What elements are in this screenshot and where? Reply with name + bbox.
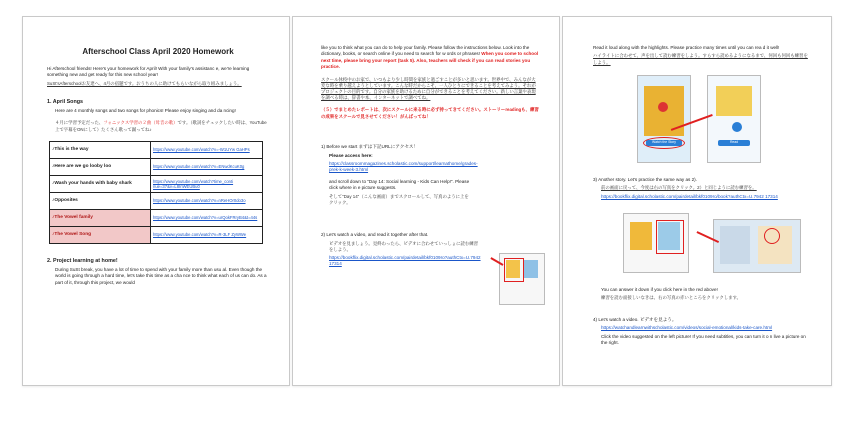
table-row	[50, 226, 263, 243]
book-cover-image	[630, 222, 652, 250]
step-3-title: 3) Another story. Let's practice the same way as 2).	[593, 177, 697, 182]
songs-table	[49, 141, 263, 244]
watch-story-button[interactable]: Watch the Story	[646, 140, 682, 146]
step-3-answer-japanese: 練習を読む面接しいなきは、右の写真の赤いところをクリックします。	[601, 295, 741, 301]
report-reminder-japanese: （５）でまとめたレポートは、次にスクールに来る時に必ず持ってきてください。ストーリーreadingも、練習の成果をスクールで見させてください！がんばってね！	[321, 107, 539, 119]
step-1-access: Please access here:	[329, 152, 373, 158]
step-4-instructions: Click the video suggested on the left picture! If you need subtitles, you can turn it o n live a picture on the right.	[601, 333, 806, 346]
step-3-screenshot-left	[623, 213, 689, 273]
song-name: ♪Wash your hands with baby shark	[50, 175, 151, 192]
song-name: ♪The Vowel family	[50, 209, 151, 226]
page-title: Afterschool Class April 2020 Homework	[82, 47, 234, 56]
highlight-box	[504, 258, 524, 282]
step-3-block	[593, 177, 803, 202]
jp-prefix: ４月に学習予定だった、	[55, 120, 104, 126]
story-page-image	[716, 86, 752, 116]
song-link[interactable]: https://www.youtube.com/watch?v=-W1UYw GaHPs	[151, 141, 263, 158]
step-4-block	[593, 317, 807, 349]
day14-screenshot	[499, 253, 545, 305]
step-2-japanese: ビデオを見ましょう。見終わったら、ビデオに合わせていっしょに読む練習をしよう。	[329, 240, 479, 252]
table-row	[50, 158, 263, 175]
table-row	[50, 209, 263, 226]
step-1-instructions: and scroll down to "Day 14: Social learning - Kids Can Help!". Please click where in e picture suggests.	[329, 178, 470, 191]
intro-english: Hi Afterschool friends! Here's your homework for April! With your family's assistanc e, we're learning something new and get ready for this new school year!	[47, 66, 250, 78]
song-name: ♪This is the way	[50, 141, 151, 158]
document-page-2	[292, 16, 560, 386]
story-screenshot-left	[637, 75, 691, 163]
highlight-box	[656, 220, 684, 254]
step-3-screenshot-right	[713, 219, 801, 273]
intro-japanese: SuSt'sAfterschoolお友達へ、4月の宿題です。おうちの人に助けてもらいながら取り組みましょう。	[47, 80, 242, 86]
step-1-block	[321, 144, 478, 206]
song-link[interactable]: https://www.youtube.com/watch?v=nReHOr0do3o	[151, 192, 263, 209]
step-1-japanese: そして"Day 14"（こんな画面）までスクロールして、写真のように上をクリック。	[329, 193, 469, 205]
song-name: ♪Here are we go looby loo	[50, 158, 151, 175]
step-1-link[interactable]: https://classroommagazines.scholastic.com/support/learnathome/grades-prek-k-week-3.html	[329, 161, 478, 173]
document-page-3	[562, 16, 832, 386]
book-cover-image	[524, 260, 538, 278]
bird-illustration	[658, 102, 668, 112]
song-link[interactable]: https://www.youtube.com/watch?v=R-3LF ZyWWe	[151, 226, 263, 243]
step-2-block	[321, 232, 481, 268]
table-row	[50, 141, 263, 158]
song-link[interactable]: https://www.youtube.com/watch?v=urQokFRryB4&t=44s	[151, 209, 263, 226]
read-button[interactable]: Read	[718, 140, 750, 146]
step-3-answer-text: You can answer it down if you click here in the red above!	[601, 287, 718, 292]
step-2-link[interactable]: https://bookflix.digital.scholastic.com/pairdetail/bkf0109ro?authCtx=U.7942 17314	[329, 254, 481, 267]
read-aloud-text: Read it loud along with the highlights. Please practice many times until you can rea d it well!	[593, 45, 780, 50]
step-2-title: 2) Let's watch a video, and read it together after that.	[321, 232, 429, 238]
section-project-heading: 2. Project learning at home!	[47, 257, 118, 264]
section-april-songs-japanese	[47, 120, 269, 132]
step-3-japanese: 前の画面に戻って、今度は右の写真をクリック。2）と同じように読む練習を。	[601, 185, 757, 191]
document-page-1	[22, 16, 290, 386]
section-project-text: During SuSt break, you have a lot of time to spend with your family more than usu al. Even though the world is going through a hard time, let's take this time as a cha nce to think what each of us can do. As a part of it, through this project, we would	[55, 266, 267, 285]
table-row	[50, 175, 263, 192]
instructions-text: like you to think what you can do to help your family. Please follow the instructions below. Look into the dictionary, books, or search online if you need to search for w ords or phrases!	[321, 45, 530, 57]
project-instructions	[321, 45, 539, 71]
song-link[interactable]: https://www.youtube.com/watch?v=ENwdKcuK0g	[151, 158, 263, 175]
read-aloud-japanese: ハイライトに合わせて、声を出して読む練習をしよう。すらすら読めるようになるまで、何回も何回も練習をしよう。	[593, 53, 808, 65]
step-1-title: 1) Before we start まずは下記URLにアクセス！	[321, 144, 419, 150]
step-3-answer-block	[593, 287, 807, 304]
project-instructions-japanese: スクール休校中のお家で、いつもより少し時間を家族と過ごすことが多いと思います。世界中で、みんなが大変な時を乗り越えようとしています。こんな時だからこそ、一人ひとりにできることを考えてみよう。それがプロジェクトの目的です。自分の家族を助けるために自分ができることを考えてください。新しい言葉や表現を調べる時は、辞書や本、インターネットで調べてね。	[321, 76, 536, 101]
story-page-image	[720, 226, 750, 264]
highlight-circle	[643, 137, 685, 149]
table-row	[50, 192, 263, 209]
story-screenshot-right	[707, 75, 761, 163]
song-name: ♪Opposites	[50, 192, 151, 209]
screenshot-caption	[504, 284, 505, 288]
jp-red-highlight: フォニックス学習の２曲（母音の歌）	[103, 120, 178, 126]
song-name: ♪The Vowel Song	[50, 226, 151, 243]
section-april-songs-heading: 1. April Songs	[47, 99, 84, 106]
bird-illustration	[732, 122, 742, 132]
jp-suffix: です。（歌詞をチェックしたい時は、YouTube上で字幕をONにして）たくさん歌って踊ってね♪	[55, 120, 267, 132]
step-4-link[interactable]: https://watchandlearnwithscholastic.com/videos/social-emotional/kids-take-care.html	[601, 325, 773, 331]
instructions-red: When you come to school next time, please bring your report (task 5). Also, teachers will check if you can read stories you practice.	[321, 51, 539, 70]
step-3-link[interactable]: https://bookflix.digital.scholastic.com/pairdetail/bkf0109ro/book?authCtx=U.7942 17314	[601, 193, 778, 199]
song-link[interactable]: https://www.youtube.com/watch?time_conti nue=37&v=L8InWEUBu0	[151, 175, 263, 192]
section-april-songs-text: Here are 4 monthly songs and two songs for phonics! Please enjoy singing and da ncing!	[55, 108, 236, 114]
highlight-circle	[764, 228, 780, 244]
step-4-title: 4) Let's watch a video. ビデオを見よう。	[593, 317, 677, 322]
